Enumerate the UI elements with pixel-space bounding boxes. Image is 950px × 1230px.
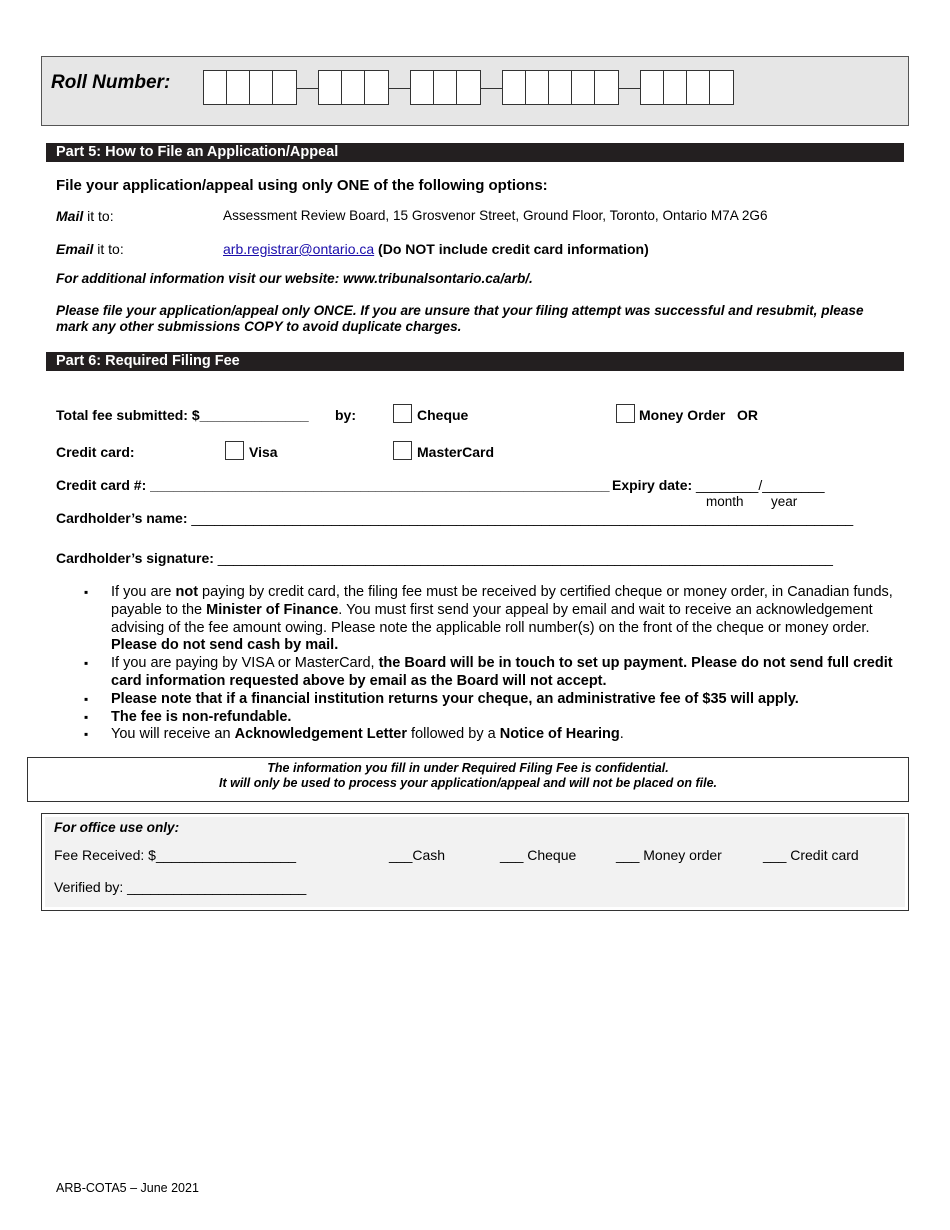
office-credit-card-option[interactable]: ___ Credit card — [763, 847, 859, 863]
total-fee-field[interactable]: Total fee submitted: $______________ — [56, 407, 309, 423]
fee-received-field[interactable]: Fee Received: $__________________ — [54, 847, 297, 863]
email-link[interactable]: arb.registrar@ontario.ca — [223, 241, 375, 257]
part5-intro: File your application/appeal using only ONE of the following options: — [56, 177, 548, 194]
file-once-note-line1: Please file your application/appeal only ONCE. If you are unsure that your filing attempt was successful and resubmit, please — [56, 303, 864, 318]
roll-number-group — [318, 70, 389, 105]
office-money-order-option[interactable]: ___ Money order — [616, 847, 722, 863]
cheque-checkbox[interactable] — [393, 404, 412, 423]
mastercard-checkbox[interactable] — [393, 441, 412, 460]
roll-number-group — [410, 70, 481, 105]
roll-number-digit-box[interactable] — [319, 71, 342, 104]
office-cash-option[interactable]: ___Cash — [389, 847, 446, 863]
verified-by-field[interactable]: Verified by: _______________________ — [54, 879, 307, 895]
website-note: For additional information visit our website: www.tribunalsontario.ca/arb/. — [56, 271, 533, 286]
email-label: Email it to: — [56, 241, 124, 257]
fee-notes-list — [84, 584, 904, 744]
mail-address: Assessment Review Board, 15 Grosvenor Street, Ground Floor, Toronto, Ontario M7A 2G6 — [223, 208, 768, 223]
roll-number-digit-box[interactable] — [434, 71, 457, 104]
roll-number-digit-box[interactable] — [250, 71, 273, 104]
roll-number-separator — [296, 88, 318, 89]
part5-header: Part 5: How to File an Application/Appeal — [46, 143, 904, 162]
file-once-note-line2: mark any other submissions COPY to avoid duplicate charges. — [56, 319, 462, 334]
list-item: ▪ If you are not paying by credit card, the filing fee must be received by certified cheque or money order, in Canadian funds, payable to the Minister of Finance. You must first send your appeal by email and wait to receive an acknowledgement advising of the fee amount owing. Please note the applicable roll number(s) on the front of the cheque or money order. Please do not send cash by mail. — [84, 584, 904, 655]
roll-number-group — [640, 70, 734, 105]
by-label: by: — [335, 407, 356, 423]
roll-number-label: Roll Number: — [51, 72, 171, 93]
roll-number-digit-box[interactable] — [365, 71, 388, 104]
form-id-footer: ARB-COTA5 – June 2021 — [56, 1181, 199, 1195]
roll-number-separator — [480, 88, 502, 89]
expiry-year-caption: year — [771, 494, 798, 509]
roll-number-group — [502, 70, 619, 105]
office-cheque-option[interactable]: ___ Cheque — [500, 847, 577, 863]
roll-number-digit-box[interactable] — [503, 71, 526, 104]
roll-number-digit-box[interactable] — [641, 71, 664, 104]
cardholder-signature-field[interactable]: Cardholder’s signature: _______________________________________________________________________________ — [56, 550, 833, 566]
list-item: ▪ You will receive an Acknowledgement Letter followed by a Notice of Hearing. — [84, 726, 904, 744]
roll-number-digit-box[interactable] — [411, 71, 434, 104]
money-order-checkbox[interactable] — [616, 404, 635, 423]
mail-label: Mail it to: — [56, 208, 114, 224]
roll-number-digit-box[interactable] — [687, 71, 710, 104]
confidentiality-line1: The information you fill in under Required Filing Fee is confidential. — [267, 761, 669, 775]
roll-number-digit-box[interactable] — [204, 71, 227, 104]
list-item: ▪ Please note that if a financial institution returns your cheque, an administrative fee of $35 will apply. — [84, 691, 904, 709]
list-item: ▪ The fee is non-refundable. — [84, 709, 904, 727]
confidentiality-line2: It will only be used to process your application/appeal and will not be placed on file. — [219, 776, 717, 790]
roll-number-digit-box[interactable] — [595, 71, 618, 104]
roll-number-group — [203, 70, 297, 105]
part6-header: Part 6: Required Filing Fee — [46, 352, 904, 371]
roll-number-digit-box[interactable] — [342, 71, 365, 104]
roll-number-digit-box[interactable] — [457, 71, 480, 104]
list-item: ▪ If you are paying by VISA or MasterCard, the Board will be in touch to set up payment. Please do not send full credit card information requested above by email as the Board will not accept. — [84, 655, 904, 691]
roll-number-digit-box[interactable] — [549, 71, 572, 104]
roll-number-separator — [388, 88, 410, 89]
roll-number-digit-box[interactable] — [710, 71, 733, 104]
roll-number-digit-box[interactable] — [526, 71, 549, 104]
email-line: arb.registrar@ontario.ca (Do NOT include credit card information) — [223, 241, 649, 257]
expiry-month-caption: month — [706, 494, 744, 509]
cheque-label: Cheque — [417, 407, 469, 423]
roll-number-separator — [618, 88, 640, 89]
mastercard-label: MasterCard — [417, 444, 495, 460]
roll-number-digit-box[interactable] — [664, 71, 687, 104]
roll-number-digit-box[interactable] — [273, 71, 296, 104]
money-order-label: Money Order OR — [639, 407, 759, 423]
visa-label: Visa — [249, 444, 278, 460]
expiry-date-field[interactable]: Expiry date: ________/________ — [612, 477, 825, 493]
office-use-title: For office use only: — [54, 820, 180, 835]
credit-card-number-field[interactable]: Credit card #: ___________________________________________________________ — [56, 477, 610, 493]
roll-number-digit-box[interactable] — [227, 71, 250, 104]
credit-card-label: Credit card: — [56, 444, 135, 460]
roll-number-digit-box[interactable] — [572, 71, 595, 104]
visa-checkbox[interactable] — [225, 441, 244, 460]
confidentiality-notice — [27, 757, 909, 802]
cardholder-name-field[interactable]: Cardholder’s name: _____________________________________________________________________________________ — [56, 510, 854, 526]
